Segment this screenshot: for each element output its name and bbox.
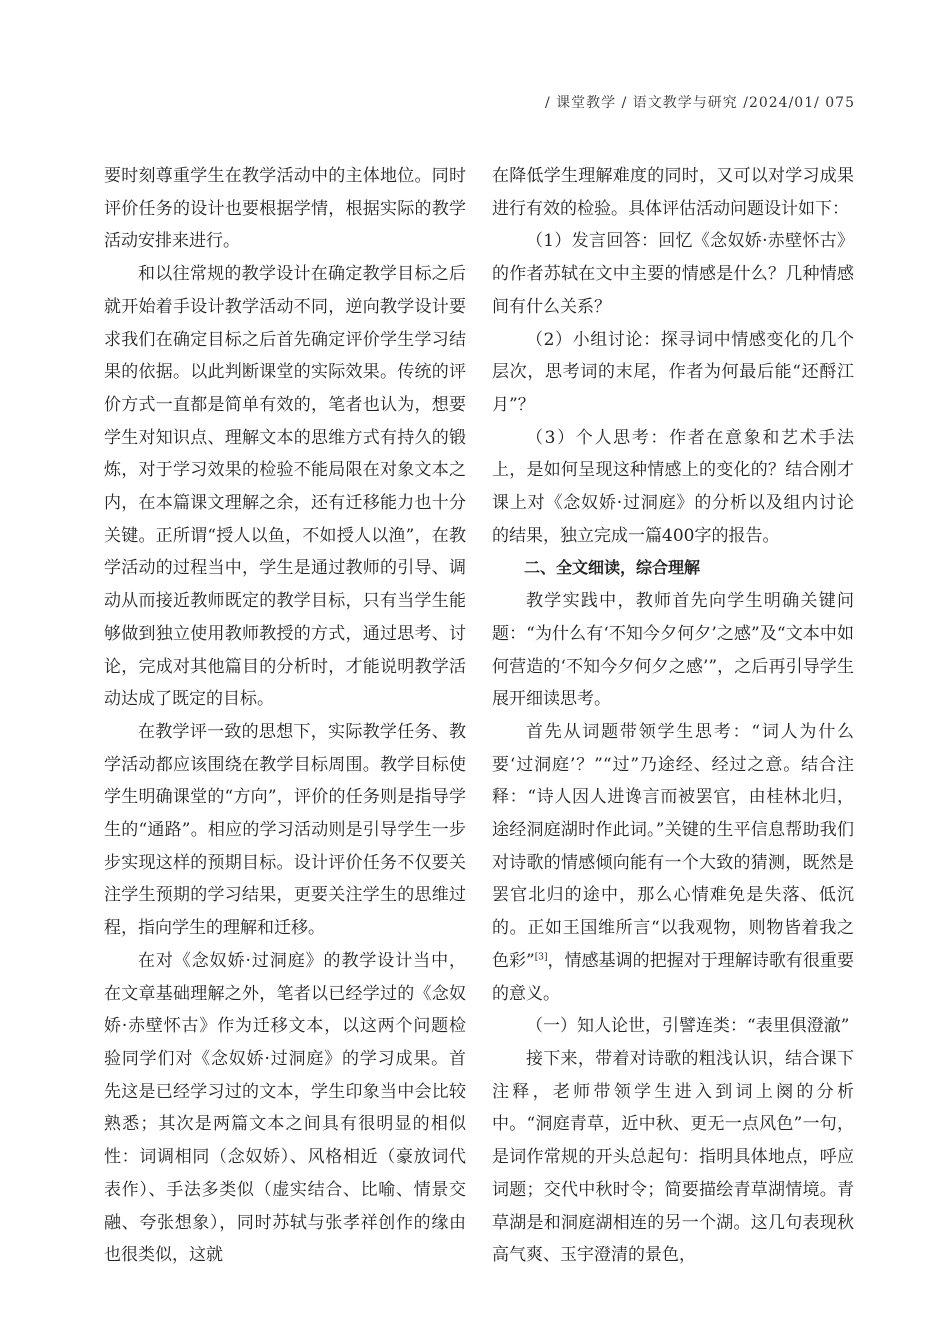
question-item: （1）发言回答：回忆《念奴娇·赤壁怀古》的作者苏轼在文中主要的情感是什么？几种情感间有什么关系？ xyxy=(492,231,854,317)
paragraph: 在对《念奴娇·过洞庭》的教学设计当中，在文章基础理解之外，笔者以已经学过的《念奴娇·赤壁怀古》作为迁移文本，以这两个问题检验同学们对《念奴娇·过洞庭》的学习成果。首先这是已经学习过的文本，学生印象当中会比较熟悉；其次是两篇文本之间具有很明显的相似性：词调相同（念奴娇）、风格相近（豪放词代表作）、手法多类似（虚实结合、比喻、情景交融、夸张想象），同时苏轼与张孝祥创作的缘由也很类似，这就 xyxy=(104,950,466,1266)
running-header: / 课堂教学 / 语文教学与研究 /2024/01/ 075 xyxy=(545,95,855,111)
citation-reference: [3] xyxy=(534,952,548,963)
paragraph: 在教学评一致的思想下，实际教学任务、教学活动都应该围绕在教学目标周围。教学目标使学生明确课堂的“方向”，评价的任务则是指导学生的“通路”。相应的学习活动则是引导学生一步步实现这样的预期目标。设计评价任务不仅要关注学生预期的学习结果，更要关注学生的思维过程，指向学生的理解和迁移。 xyxy=(104,721,466,939)
left-column xyxy=(104,160,466,1272)
question-item: （2）小组讨论：探寻词中情感变化的几个层次，思考词的末尾，作者为何最后能“还酹江月”？ xyxy=(492,329,854,415)
paragraph xyxy=(492,716,854,1010)
paragraph: 要时刻尊重学生在教学活动中的主体地位。同时评价任务的设计也要根据学情，根据实际的教学活动安排来进行。 xyxy=(104,166,466,252)
paragraph: 和以往常规的教学设计在确定教学目标之后就开始着手设计教学活动不同，逆向教学设计要求我们在确定目标之后首先确定评价学生学习结果的依据。以此判断课堂的实际效果。传统的评价方式一直都是简单有效的，笔者也认为，想要学生对知识点、理解文本的思维方式有持久的锻炼，对于学习效果的检验不能局限在对象文本之内，在本篇课文理解之余，还有迁移能力也十分关键。正所谓“授人以鱼，不如授人以渔”，在教学活动的过程当中，学生是通过教师的引导、调动从而接近教师既定的教学目标，只有当学生能够做到独立使用教师教授的方式，通过思考、讨论，完成对其他篇目的分析时，才能说明教学活动达成了既定的目标。 xyxy=(104,264,466,710)
section-heading: 二、全文细读，综合理解 xyxy=(524,558,701,578)
paragraph: 教学实践中，教师首先向学生明确关键问题：“为什么有‘不知今夕何夕’之感”及“文本中如何营造的‘不知今夕何夕之感’”，之后再引导学生展开细读思考。 xyxy=(492,591,854,710)
right-column xyxy=(492,160,854,1272)
subsection-heading: （一）知人论世，引譬连类：“表里俱澄澈” xyxy=(526,1016,850,1037)
paragraph: 在降低学生理解难度的同时，又可以对学习成果进行有效的检验。具体评估活动问题设计如下： xyxy=(492,166,854,219)
question-item: （3）个人思考：作者在意象和艺术手法上，是如何呈现这种情感上的变化的？结合刚才课上对《念奴娇·过洞庭》的分析以及组内讨论的结果，独立完成一篇400字的报告。 xyxy=(492,427,854,546)
paragraph-text: 首先从词题带领学生思考：“词人为什么要‘过洞庭’？”“过”乃途经、经过之意。结合注释：“诗人因人进谗言而被罢官，由桂林北归，途经洞庭湖时作此词。”关键的生平信息帮助我们对诗歌的情感倾向能有一个大致的猜测，既然是罢官北归的途中，那么心情难免是失落、低沉的。正如王国维所言“以我观物，则物皆着我之色彩” xyxy=(492,721,854,971)
paragraph: 接下来，带着对诗歌的粗浅认识，结合课下注释，老师带领学生进入到词上阕的分析中。“洞庭青草，近中秋、更无一点风色”一句，是词作常规的开头总起句：指明具体地点，呼应词题；交代中秋时令；简要描绘青草湖情境。青草湖是和洞庭湖相连的另一个湖。这几句表现秋高气爽、玉宇澄清的景色， xyxy=(492,1048,854,1266)
paragraph-text: ，情感基调的把握对于理解诗歌有很重要的意义。 xyxy=(492,950,854,1004)
